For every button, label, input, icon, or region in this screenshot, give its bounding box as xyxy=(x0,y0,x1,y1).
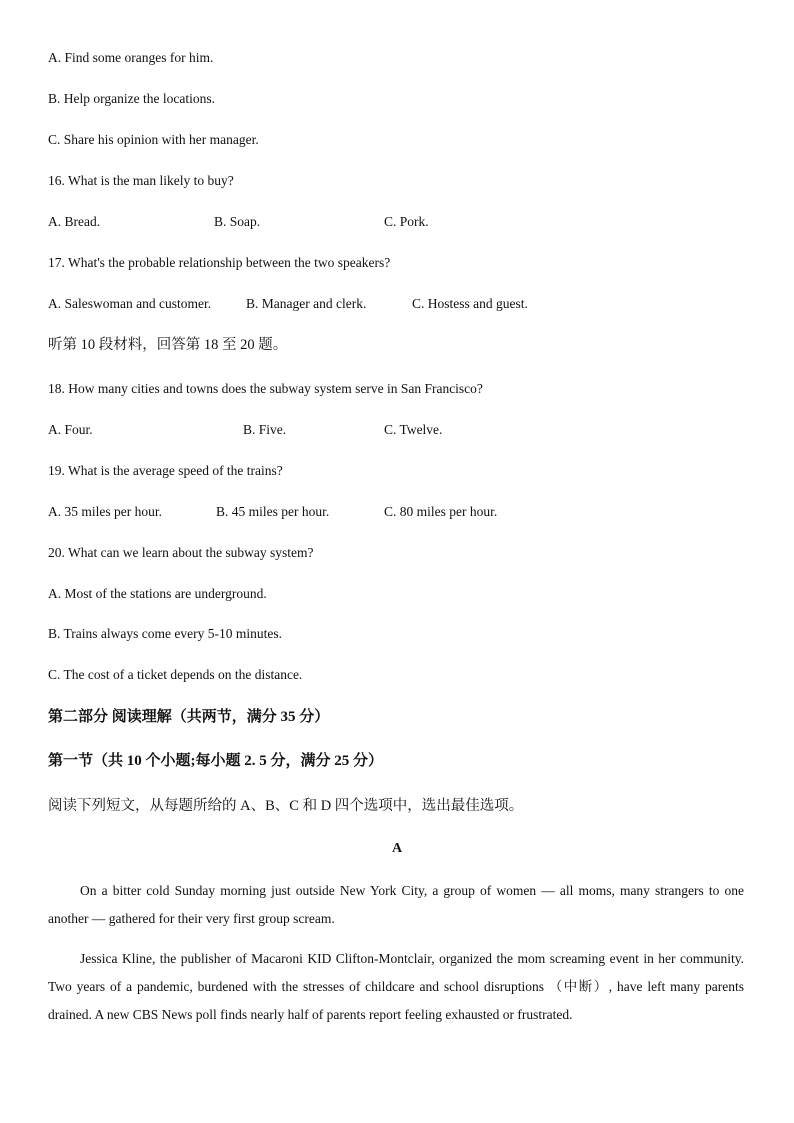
q18-option-b: B. Five. xyxy=(243,422,287,437)
passage-paragraph-2: Jessica Kline, the publisher of Macaroni KID Clifton-Montclair, organized the mom screaming event in her community. Two years of a pandemic, burdened with the stresses of childcare and school disruptions （中断）, have left many parents drained. A new CBS News poll finds nearly half of parents report feeling exhausted or frustrated. xyxy=(48,951,744,1022)
q18-option-c: C. Twelve. xyxy=(384,422,443,437)
q16-question: 16. What is the man likely to buy? xyxy=(48,173,234,188)
q19-option-c: C. 80 miles per hour. xyxy=(384,504,498,519)
q18-question: 18. How many cities and towns does the subway system serve in San Francisco? xyxy=(48,381,483,396)
q17-question: 17. What's the probable relationship between the two speakers? xyxy=(48,255,391,270)
q20-option-a: A. Most of the stations are underground. xyxy=(48,586,267,601)
part2-title: 第二部分 阅读理解（共两节，满分 35 分） xyxy=(48,709,330,725)
q17-option-a: A. Saleswoman and customer. xyxy=(48,296,212,311)
q15-option-c: C. Share his opinion with her manager. xyxy=(48,132,259,147)
q16-option-c: C. Pork. xyxy=(384,214,429,229)
q19-option-b: B. 45 miles per hour. xyxy=(216,504,330,519)
instructions: 阅读下列短文，从每题所给的 A、B、C 和 D 四个选项中，选出最佳选项。 xyxy=(48,798,524,814)
q19-option-a: A. 35 miles per hour. xyxy=(48,504,162,519)
q17-option-b: B. Manager and clerk. xyxy=(246,296,367,311)
section10-intro: 听第 10 段材料，回答第 18 至 20 题。 xyxy=(48,337,288,353)
q19-question: 19. What is the average speed of the trains? xyxy=(48,463,283,478)
passage-label: A xyxy=(391,841,403,856)
q20-question: 20. What can we learn about the subway system? xyxy=(48,545,314,560)
q16-option-b: B. Soap. xyxy=(214,214,261,229)
q20-option-b: B. Trains always come every 5-10 minutes. xyxy=(48,626,282,641)
q20-option-c: C. The cost of a ticket depends on the distance. xyxy=(48,667,303,682)
q15-option-a: A. Find some oranges for him. xyxy=(48,50,214,65)
q15-option-b: B. Help organize the locations. xyxy=(48,91,215,106)
q17-option-c: C. Hostess and guest. xyxy=(412,296,528,311)
q16-option-a: A. Bread. xyxy=(48,214,101,229)
section1-title: 第一节（共 10 个小题;每小题 2. 5 分，满分 25 分） xyxy=(48,753,383,769)
passage-paragraph-1: On a bitter cold Sunday morning just outside New York City, a group of women — all moms, many strangers to one another — gathered for their very first group scream. xyxy=(48,883,744,926)
q18-option-a: A. Four. xyxy=(48,422,93,437)
